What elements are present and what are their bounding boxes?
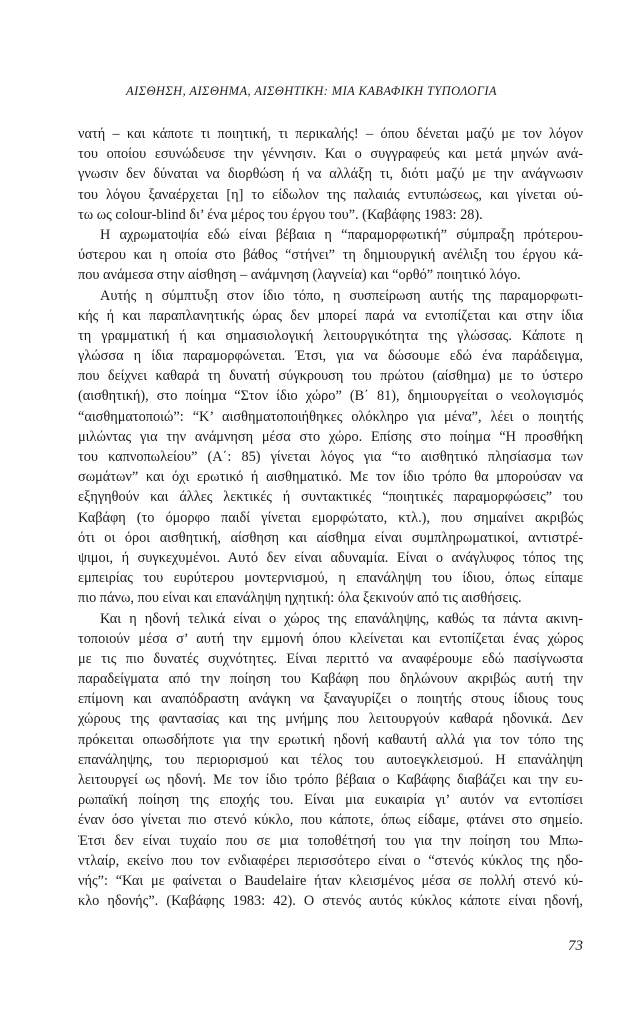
- text-line: τω ως colour-blind δι’ ένα μέρος του έργου του”. (Καβάφης 1983: 28).: [78, 206, 483, 223]
- text-line: ψιμοι, ή συγκεχυμένοι. Αυτό δεν είναι αδυναμία. Είναι ο ανάγλυφος τόπος της: [78, 549, 583, 566]
- text-line: Καβάφη (το όμορφο παιδί γίνεται εμορφώτατο, κτλ.), που σημαίνει ακριβώς: [78, 509, 583, 526]
- text-line: που δείχνει καθαρά τη δυνατή σύγκρουση του πρώτου (αίσθημα) με το ύστερο: [78, 368, 583, 385]
- text-line: τη γραμματική ή και σημασιολογική λειτουργικότητα της γλώσσας. Κάποτε η: [78, 327, 583, 344]
- text-line: σωμάτων” και όχι ερωτικό ή αισθηματικό. Με τον ίδιο τρόπο θα μπορούσαν να: [78, 469, 583, 486]
- text-line: Αυτής η σύμπτυξη στον ίδιο τόπο, η συσπείρωση αυτής της παραμορφωτι-: [100, 287, 583, 304]
- text-line: του καπνοπωλείου” (Α΄: 85) γίνεται λόγος για “το αισθητικό πλησίασμα των: [78, 449, 583, 465]
- body-text: [78, 124, 583, 911]
- page-number: 73: [568, 938, 583, 954]
- text-line: που ανάμεσα στην αίσθηση – ανάμνηση (λαγνεία) και “ορθό” ποιητικό λόγο.: [78, 267, 521, 284]
- text-line: πιο πάνω, που είναι και επανάληψη ηχητική: όλα ξεκινούν από τις αισθήσεις.: [78, 590, 522, 607]
- running-head: ΑΙΣΘΗΣΗ, ΑΙΣΘΗΜΑ, ΑΙΣΘΗΤΙΚΗ: ΜΙΑ ΚΑΒΑΦΙΚΗ ΤΥΠΟΛΟΓΙΑ: [126, 84, 497, 98]
- text-line: ρωπαϊκή ποίηση της εποχής του. Είναι μια ευκαιρία γι’ αυτόν να εντοπίσει: [78, 792, 583, 809]
- text-line: Έτσι δεν είναι τυχαίο που σε μια τοποθέτησή του για την ποίηση του Μπω-: [78, 832, 583, 849]
- text-line: με τις πιο δυνατές συχνότητες. Είναι περιττό να αναφέρουμε εδώ πασίγνωστα: [78, 650, 583, 667]
- text-line: εμπειρίας του ευρύτερου μοντερνισμού, η επανάληψη του ίδιου, όπως είπαμε: [78, 570, 583, 587]
- text-line: κής ή και παραπλανητικής ώρας δεν μπορεί παρά να εντοπίζεται και στην ίδια: [78, 307, 583, 324]
- text-line: κλο ηδονής”. (Καβάφης 1983: 42). Ο στενός αυτός κύκλος κάποτε είναι ηδονή,: [78, 893, 583, 910]
- text-line: “αισθηματοποιώ”: “Κ’ αισθηματοποιήθηκες ολόκληρο για μένα”, λέει ο ποιητής: [78, 408, 583, 425]
- text-line: ότι οι όροι αισθητική, αίσθηση και αίσθημα είναι συμπληρωματικοί, αντιστρέ-: [78, 529, 583, 546]
- text-line: επανάληψης, του περιορισμού και τέλος του αυτοεγκλεισμού. Η επανάληψη: [78, 751, 583, 768]
- text-line: του οποίου εσυνώδευσε την γέννησιν. Και ο συγγραφεύς και μετά μηνών ανά-: [78, 146, 583, 163]
- text-line: χώρους της φαντασίας και της μνήμης που λειτουργούν καθαρά ηδονικά. Δεν: [78, 711, 583, 728]
- text-line: νατή – και κάποτε τι ποιητική, τι περικαλής! – όπου δένεται μαζύ με τον λόγον: [78, 126, 583, 142]
- text-line: πρόκειται οπωσδήποτε για την ερωτική ηδονή καθαυτή αλλά για τον τόπο της: [78, 731, 583, 748]
- text-line: μιλώντας για την ανάμνηση μέσα στο χώρο. Επίσης στο ποίημα “Η προσθήκη: [78, 428, 583, 445]
- text-line: Και η ηδονή τελικά είναι ο χώρος της επανάληψης, καθώς τα πάντα ακινη-: [100, 610, 583, 627]
- text-line: τοποιούν μέσα σ’ αυτή την εμμονή όπου κλείνεται και εντοπίζεται ένας χώρος: [78, 630, 583, 647]
- text-line: Η αχρωματοψία εδώ είναι βέβαια η “παραμορφωτική” σύμπραξη πρότερου-: [100, 226, 583, 243]
- text-line: παραδείγματα από την ποίηση του Καβάφη που δηλώνουν ακριβώς αυτή την: [78, 671, 583, 688]
- text-line: λειτουργεί ως ηδονή. Με τον ίδιο τρόπο βέβαια ο Καβάφης διαβάζει και την ευ-: [78, 772, 583, 788]
- text-line: γνωσιν δεν δύναται να διορθώση ή να αλλάξη τι, διότι μαζύ με την ανάγνωσιν: [78, 166, 583, 183]
- text-line: ντλαίρ, εκείνο που τον ενδιαφέρει περισσότερο είναι ο “στενός κύκλος της ηδο-: [78, 852, 583, 869]
- text-line: νής”: “Και με φαίνεται ο Baudelaire ήταν κλεισμένος μέσα σε πολλή στενό κύ-: [78, 872, 583, 889]
- text-line: έναν όσο γίνεται πιο στενό κύκλο, που κάποτε, όπως είδαμε, φτάνει στο σημείο.: [78, 812, 583, 829]
- text-line: εξηγηθούν και άλλες λεκτικές ή συντακτικές “ποιητικές παραμορφώσεις” του: [78, 489, 583, 506]
- text-line: του λόγου ξαναέρχεται [η] το είδωλον της παλαιάς εντυπώσεως, και γίνεται ού-: [78, 186, 583, 203]
- text-line: (αισθητική), στο ποίημα “Στον ίδιο χώρο” (Β΄ 81), δημιουργείται ο νεολογισμός: [78, 388, 583, 405]
- text-line: γλώσσα η ίδια παραμορφώνεται. Έτσι, για να δώσουμε εδώ ένα παράδειγμα,: [78, 348, 583, 365]
- text-line: επίμονη και αναπόδραστη ανάγκη να ξαναγυρίζει ο ποιητής στους ίδιους τους: [78, 691, 583, 708]
- text-line: ύστερου και η οποία στο βάθος “στήνει” τη δημιουργική ανέλιξη του έργου κά-: [78, 247, 583, 264]
